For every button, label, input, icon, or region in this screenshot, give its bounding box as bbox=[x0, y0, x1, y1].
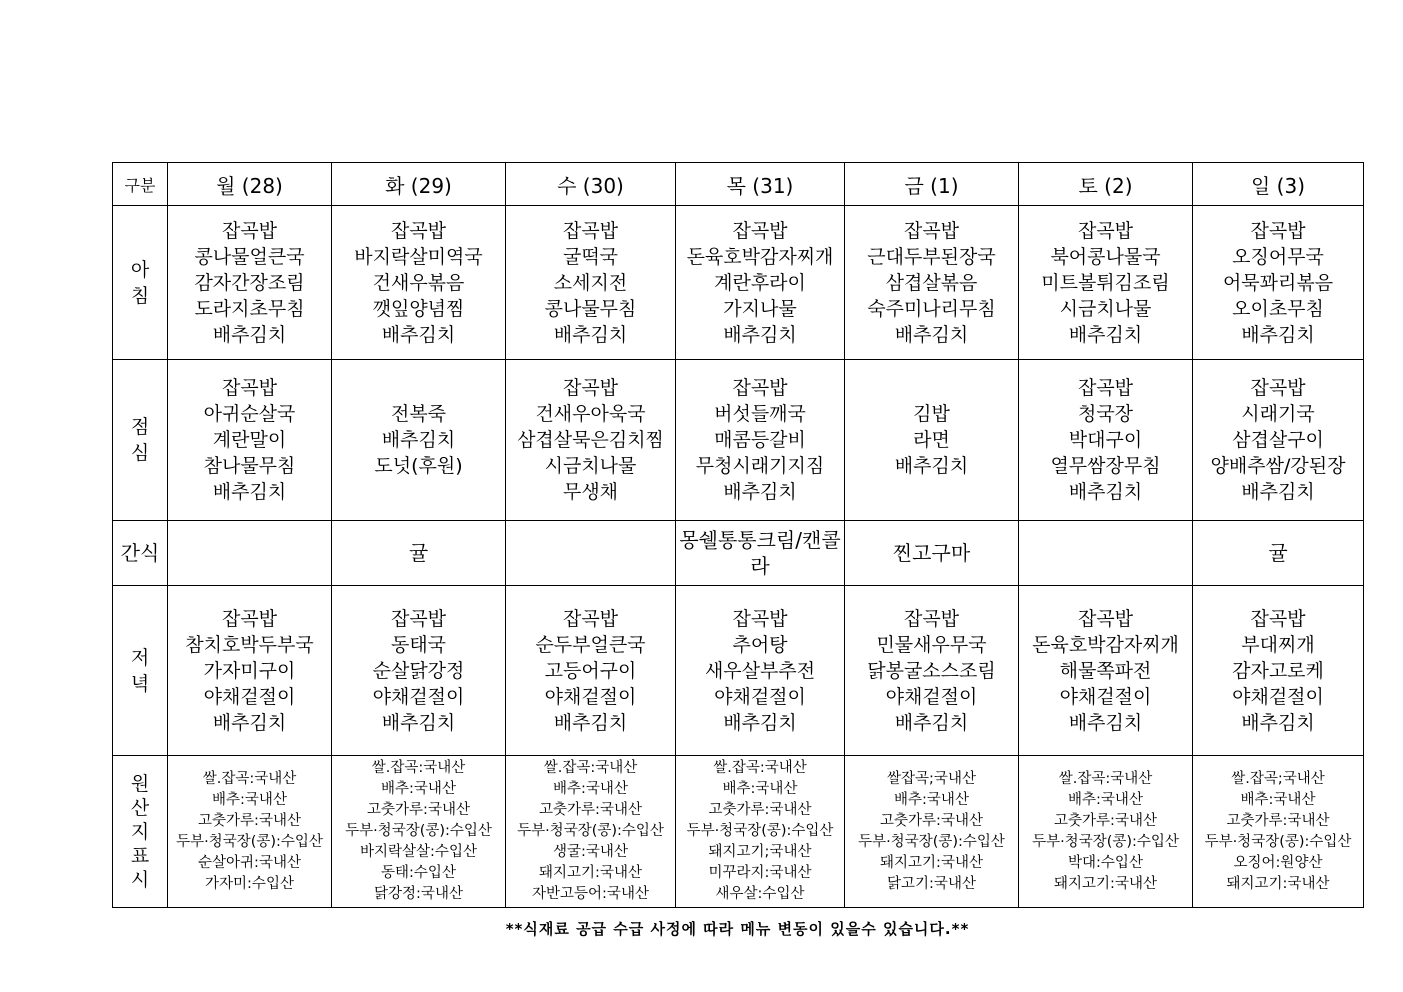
menu-item: 숙주미나리무침 bbox=[867, 297, 996, 320]
menu-item: 캔콜라 bbox=[750, 528, 841, 578]
menu-item: 참치호박두부국 bbox=[185, 633, 314, 656]
menu-item: 야채겉절이 bbox=[714, 685, 806, 708]
menu-item: 잡곡밥 bbox=[562, 219, 619, 242]
menu-item: 돼지고기:국내산 bbox=[1226, 875, 1330, 892]
menu-cell bbox=[845, 206, 1019, 360]
menu-item: 잡곡밥 bbox=[1077, 377, 1134, 399]
menu-item: 잡곡밥 bbox=[1250, 219, 1306, 242]
menu-cell bbox=[1193, 586, 1364, 756]
menu-item: 무생채 bbox=[562, 481, 619, 503]
menu-item: 바지락살미역국 bbox=[354, 245, 483, 268]
menu-item: 새우살:수입산 bbox=[715, 886, 805, 902]
menu-item: 계란말이 bbox=[212, 429, 287, 451]
menu-item: 배추김치 bbox=[723, 711, 797, 734]
menu-item: 바지락살살:수입산 bbox=[360, 844, 477, 860]
menu-item: 도라지초무침 bbox=[194, 297, 305, 320]
menu-item: 고춧가루:국내산 bbox=[198, 812, 301, 829]
day-header: 일 (3) bbox=[1193, 163, 1364, 206]
menu-item: 생굴:국내산 bbox=[553, 844, 628, 860]
menu-item: 배추:국내산 bbox=[381, 781, 456, 797]
menu-item: 박대:수입산 bbox=[1068, 854, 1143, 871]
menu-item: 양배추쌈/강된장 bbox=[1210, 455, 1346, 477]
menu-item: 두부·청국장(콩):수입산 bbox=[176, 833, 323, 850]
menu-item: 김밥 bbox=[913, 403, 950, 425]
menu-item: 감자고로케 bbox=[1232, 659, 1324, 682]
menu-item: 잡곡밥 bbox=[732, 607, 788, 630]
menu-item: 배추:국내산 bbox=[722, 781, 798, 797]
menu-item: 잡곡밥 bbox=[903, 607, 960, 630]
menu-item: 오징어무국 bbox=[1232, 245, 1324, 268]
menu-item: 두부·청국장(콩):수입산 bbox=[858, 833, 1005, 850]
menu-cell bbox=[506, 521, 676, 586]
menu-item: 지 bbox=[130, 820, 150, 843]
menu-item: 배추김치 bbox=[553, 711, 628, 734]
menu-item: 돼지고기;국내산 bbox=[708, 844, 812, 860]
origin-cell bbox=[168, 756, 332, 908]
menu-item: 잡곡밥 bbox=[1250, 607, 1306, 630]
menu-item: 원 bbox=[130, 772, 150, 795]
menu-cell bbox=[168, 586, 332, 756]
menu-item: 배추김치 bbox=[553, 323, 628, 346]
menu-item: 고춧가루:국내산 bbox=[539, 802, 642, 818]
menu-item: 귤 bbox=[1268, 541, 1288, 565]
day-header: 월 (28) bbox=[168, 163, 332, 206]
menu-item: 몽쉘통통크림/ bbox=[679, 528, 803, 552]
header-label: 구분 bbox=[113, 163, 168, 206]
menu-item: 새우살부추전 bbox=[704, 659, 816, 682]
menu-item: 동태:수입산 bbox=[381, 865, 456, 881]
origin-cell bbox=[1019, 756, 1193, 908]
menu-item: 라면 bbox=[913, 429, 950, 451]
menu-item: 잡곡밥 bbox=[390, 607, 447, 630]
day-header: 목 (31) bbox=[676, 163, 845, 206]
menu-cell bbox=[845, 360, 1019, 521]
menu-cell bbox=[332, 206, 506, 360]
menu-cell bbox=[168, 206, 332, 360]
menu-cell bbox=[1193, 206, 1364, 360]
origin-row bbox=[113, 756, 1364, 908]
menu-item: 미꾸라지:국내산 bbox=[708, 865, 812, 881]
menu-item: 잡곡밥 bbox=[562, 377, 619, 399]
origin-cell bbox=[1193, 756, 1364, 908]
menu-item: 표 bbox=[130, 844, 150, 867]
menu-change-notice: **식재료 공급 수급 사정에 따라 메뉴 변동이 있을수 있습니다.** bbox=[505, 920, 970, 938]
menu-item: 소세지전 bbox=[553, 271, 628, 294]
menu-item: 배추:국내산 bbox=[212, 791, 287, 808]
menu-item: 삼겹살묵은김치찜 bbox=[517, 429, 664, 451]
lunch-label: 점 심 bbox=[113, 360, 168, 521]
menu-cell bbox=[506, 206, 676, 360]
weekly-menu-table bbox=[112, 162, 1364, 908]
menu-item: 잡곡밥 bbox=[903, 219, 960, 242]
menu-item: 해물쪽파전 bbox=[1059, 659, 1152, 682]
menu-item: 배추김치 bbox=[1241, 711, 1315, 734]
menu-cell bbox=[1019, 586, 1193, 756]
menu-item: 야채겉절이 bbox=[544, 685, 637, 708]
menu-item: 닭봉굴소스조림 bbox=[867, 659, 996, 682]
menu-cell bbox=[506, 586, 676, 756]
menu-item: 전복죽 bbox=[390, 403, 447, 425]
menu-item: 부대찌개 bbox=[1241, 633, 1315, 656]
day-header: 화 (29) bbox=[332, 163, 506, 206]
header-row bbox=[113, 163, 1364, 206]
menu-item: 두부·청국장(콩):수입산 bbox=[1032, 833, 1179, 850]
origin-cell bbox=[845, 756, 1019, 908]
menu-item: 닭고기:국내산 bbox=[887, 875, 976, 892]
menu-cell bbox=[332, 586, 506, 756]
menu-item: 돈육호박감자찌개 bbox=[1032, 633, 1179, 656]
menu-item: 시 bbox=[130, 868, 150, 891]
menu-item: 잡곡밥 bbox=[732, 377, 788, 399]
menu-item: 돼지고기:국내산 bbox=[880, 854, 983, 871]
menu-item: 쌀잡곡;국내산 bbox=[887, 770, 976, 787]
snack-label: 간식 bbox=[113, 521, 168, 586]
menu-item: 배추김치 bbox=[381, 323, 456, 346]
menu-item: 잡곡밥 bbox=[732, 219, 788, 242]
menu-item: 매콤등갈비 bbox=[714, 429, 806, 451]
menu-item: 굴떡국 bbox=[562, 245, 619, 268]
menu-item: 잡곡밥 bbox=[1077, 219, 1134, 242]
menu-item: 박대구이 bbox=[1068, 429, 1143, 451]
menu-item: 닭강정:국내산 bbox=[374, 886, 463, 902]
menu-item: 배추김치 bbox=[212, 323, 287, 346]
menu-item: 배추김치 bbox=[212, 481, 287, 503]
menu-item: 시래기국 bbox=[1241, 403, 1315, 425]
menu-item: 야채겉절이 bbox=[1059, 685, 1152, 708]
menu-item: 배추:국내산 bbox=[553, 781, 628, 797]
menu-item: 민물새우무국 bbox=[876, 633, 987, 656]
menu-item: 자반고등어:국내산 bbox=[532, 886, 649, 902]
menu-item: 콩나물무침 bbox=[544, 297, 637, 320]
menu-item: 산 bbox=[130, 796, 150, 819]
menu-cell bbox=[676, 521, 845, 586]
menu-item: 돼지고기:국내산 bbox=[539, 865, 642, 881]
menu-item: 고등어구이 bbox=[544, 659, 637, 682]
menu-item: 건새우아욱국 bbox=[535, 403, 646, 425]
menu-item: 순두부얼큰국 bbox=[535, 633, 646, 656]
menu-item: 근대두부된장국 bbox=[867, 245, 996, 268]
menu-item: 계란후라이 bbox=[714, 271, 806, 294]
menu-item: 콩나물얼큰국 bbox=[194, 245, 305, 268]
menu-item: 고춧가루:국내산 bbox=[880, 812, 983, 829]
menu-item: 쌀.잡곡:국내산 bbox=[713, 760, 807, 776]
menu-item: 배추김치 bbox=[723, 481, 797, 503]
menu-item: 두부·청국장(콩):수입산 bbox=[1204, 833, 1352, 850]
menu-item: 두부·청국장(콩):수입산 bbox=[517, 823, 664, 839]
menu-cell bbox=[168, 360, 332, 521]
menu-item: 배추김치 bbox=[1068, 481, 1143, 503]
menu-item: 배추김치 bbox=[1241, 323, 1315, 346]
menu-cell bbox=[845, 521, 1019, 586]
menu-item: 아귀순살국 bbox=[203, 403, 296, 425]
menu-item: 찐고구마 bbox=[892, 541, 971, 565]
menu-item: 배추김치 bbox=[1068, 323, 1143, 346]
menu-item: 잡곡밥 bbox=[1250, 377, 1306, 399]
snack-row bbox=[113, 521, 1364, 586]
menu-item: 가자미구이 bbox=[203, 659, 296, 682]
dinner-label: 저 녁 bbox=[113, 586, 168, 756]
menu-item: 고춧가루:국내산 bbox=[367, 802, 470, 818]
menu-item: 무청시래기지짐 bbox=[695, 455, 825, 477]
menu-cell bbox=[1193, 360, 1364, 521]
menu-item: 잡곡밥 bbox=[562, 607, 619, 630]
menu-item: 배추김치 bbox=[723, 323, 797, 346]
menu-item: 야채겉절이 bbox=[885, 685, 978, 708]
menu-item: 귤 bbox=[408, 541, 429, 565]
day-header: 금 (1) bbox=[845, 163, 1019, 206]
menu-item: 배추김치 bbox=[381, 711, 456, 734]
menu-item: 배추:국내산 bbox=[1240, 791, 1316, 808]
menu-item: 잡곡밥 bbox=[221, 377, 278, 399]
menu-item: 배추김치 bbox=[381, 429, 456, 451]
menu-item: 도넛(후원) bbox=[374, 455, 463, 477]
menu-item: 순살닭강정 bbox=[372, 659, 465, 682]
menu-item: 동태국 bbox=[390, 633, 447, 656]
menu-item: 가자미:수입산 bbox=[205, 875, 294, 892]
menu-item: 고춧가루:국내산 bbox=[708, 802, 812, 818]
origin-label bbox=[113, 756, 168, 908]
menu-cell bbox=[676, 206, 845, 360]
menu-item: 쌀.잡곡:국내산 bbox=[543, 760, 638, 776]
menu-cell bbox=[845, 586, 1019, 756]
menu-item: 배추김치 bbox=[1068, 711, 1143, 734]
menu-cell bbox=[332, 521, 506, 586]
menu-item: 가지나물 bbox=[723, 297, 797, 320]
menu-item: 쌀.잡곡:국내산 bbox=[1058, 770, 1153, 787]
menu-item: 두부·청국장(콩):수입산 bbox=[686, 823, 834, 839]
origin-cell bbox=[676, 756, 845, 908]
menu-item: 어묵꽈리볶음 bbox=[1222, 271, 1334, 294]
menu-item: 돼지고기:국내산 bbox=[1054, 875, 1157, 892]
menu-item: 야채겉절이 bbox=[1232, 685, 1324, 708]
menu-item: 잡곡밥 bbox=[1077, 607, 1134, 630]
day-header: 수 (30) bbox=[506, 163, 676, 206]
menu-item: 배추:국내산 bbox=[1068, 791, 1143, 808]
lunch-row bbox=[113, 360, 1364, 521]
menu-item: 고춧가루:국내산 bbox=[1054, 812, 1157, 829]
menu-item: 북어콩나물국 bbox=[1050, 245, 1161, 268]
menu-item: 버섯들깨국 bbox=[714, 403, 806, 425]
menu-item: 미트볼튀김조림 bbox=[1041, 271, 1170, 294]
menu-cell bbox=[676, 586, 845, 756]
menu-item: 야채겉절이 bbox=[203, 685, 296, 708]
menu-item: 배추김치 bbox=[894, 323, 969, 346]
menu-item: 쌀.잡곡;국내산 bbox=[1231, 770, 1325, 787]
menu-cell bbox=[332, 360, 506, 521]
menu-item: 열무쌈장무침 bbox=[1050, 455, 1161, 477]
menu-cell bbox=[1193, 521, 1364, 586]
menu-item: 야채겉절이 bbox=[372, 685, 465, 708]
origin-cell bbox=[506, 756, 676, 908]
menu-item: 배추김치 bbox=[212, 711, 287, 734]
menu-item: 삼겹살볶음 bbox=[885, 271, 978, 294]
menu-item: 배추:국내산 bbox=[894, 791, 969, 808]
menu-cell bbox=[1019, 521, 1193, 586]
menu-item: 쌀.잡곡:국내산 bbox=[202, 770, 297, 787]
menu-cell bbox=[506, 360, 676, 521]
menu-item: 배추김치 bbox=[894, 711, 969, 734]
dinner-row bbox=[113, 586, 1364, 756]
breakfast-label: 아 침 bbox=[113, 206, 168, 360]
menu-item: 쌀.잡곡:국내산 bbox=[371, 760, 466, 776]
menu-item: 감자간장조림 bbox=[194, 271, 305, 294]
breakfast-row bbox=[113, 206, 1364, 360]
menu-item: 배추김치 bbox=[894, 455, 969, 477]
origin-cell bbox=[332, 756, 506, 908]
menu-item: 참나물무침 bbox=[203, 455, 296, 477]
menu-cell bbox=[1019, 206, 1193, 360]
menu-item: 잡곡밥 bbox=[221, 219, 278, 242]
menu-item: 잡곡밥 bbox=[390, 219, 447, 242]
day-header: 토 (2) bbox=[1019, 163, 1193, 206]
menu-item: 시금치나물 bbox=[1059, 297, 1152, 320]
menu-item: 오이초무침 bbox=[1232, 297, 1324, 320]
menu-item: 오징어:원양산 bbox=[1233, 854, 1323, 871]
menu-item: 순살아귀:국내산 bbox=[198, 854, 301, 871]
menu-item: 돈육호박감자찌개 bbox=[686, 245, 834, 268]
menu-cell bbox=[168, 521, 332, 586]
menu-item: 두부·청국장(콩):수입산 bbox=[345, 823, 492, 839]
menu-item: 건새우볶음 bbox=[372, 271, 465, 294]
menu-item: 추어탕 bbox=[732, 633, 788, 656]
menu-item: 잡곡밥 bbox=[221, 607, 278, 630]
menu-item: 청국장 bbox=[1077, 403, 1134, 425]
menu-item: 고춧가루:국내산 bbox=[1226, 812, 1330, 829]
menu-item: 깻잎양념찜 bbox=[372, 297, 465, 320]
menu-cell bbox=[676, 360, 845, 521]
menu-item: 배추김치 bbox=[1241, 481, 1315, 503]
menu-item: 시금치나물 bbox=[544, 455, 637, 477]
menu-item: 삼겹살구이 bbox=[1232, 429, 1324, 451]
menu-cell bbox=[1019, 360, 1193, 521]
